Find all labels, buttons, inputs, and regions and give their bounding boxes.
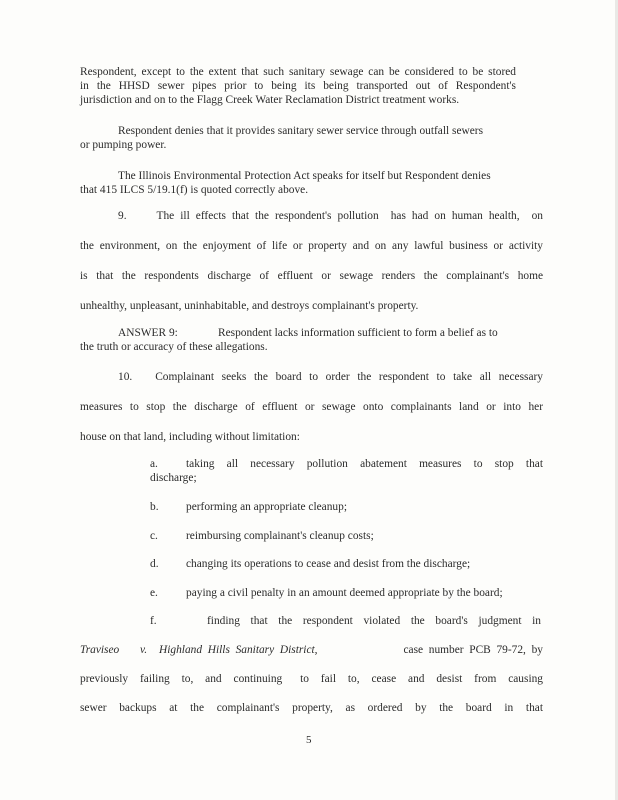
list-item-text: performing an appropriate cleanup; <box>186 501 347 513</box>
para-9-line-2: the environment, on the enjoyment of life or property and on any lawful business or activity <box>80 240 543 252</box>
case-name-plaintiff: Traviseo <box>80 644 120 656</box>
paragraph-2-line-1: Respondent denies that it provides sanitary sewer service through outfall sewers <box>118 125 484 137</box>
paragraph-1-line-3: jurisdiction and on to the Flagg Creek Water Reclamation District treatment works. <box>80 94 460 106</box>
list-item-text: taking all necessary pollution abatement measures to stop that <box>186 458 543 470</box>
item-f-line-1: finding that the respondent violated the board's judgment in <box>207 615 541 627</box>
paragraph-3-line-1: The Illinois Environmental Protection Act speaks for itself but Respondent denies <box>118 170 491 182</box>
list-item-text: reimbursing complainant's cleanup costs; <box>186 530 374 542</box>
case-name-defendant: Highland Hills Sanitary District, <box>159 644 318 656</box>
para-10-line-3: house on that land, including without limitation: <box>80 431 300 443</box>
list-item-label: e. <box>150 587 158 599</box>
case-number-text: case number PCB 79-72, by <box>403 644 543 656</box>
item-f-line-3: previously failing to, and continuing to fail to, cease and desist from causing <box>80 673 543 685</box>
para-10-line-2: measures to stop the discharge of effluent or sewage onto complainants land or into her <box>80 401 543 413</box>
answer-9-label: ANSWER 9: <box>118 327 178 339</box>
list-item-text: changing its operations to cease and desist from the discharge; <box>186 558 471 570</box>
page-number: 5 <box>306 734 312 746</box>
list-item-continuation: discharge; <box>150 472 197 484</box>
para-9-line-1: 9. The ill effects that the respondent's pollution has had on human health, on <box>118 210 543 222</box>
list-item-label: a. <box>150 458 158 470</box>
para-10-line-1: 10. Complainant seeks the board to order the respondent to take all necessary <box>118 371 543 383</box>
paragraph-1-line-2: in the HHSD sewer pipes prior to being its being transported out of Respondent's <box>80 80 516 92</box>
item-f-case-line <box>80 644 543 660</box>
paragraph-1-line-1: Respondent, except to the extent that such sanitary sewage can be considered to be stored <box>80 66 516 78</box>
para-9-line-4: unhealthy, unpleasant, uninhabitable, and destroys complainant's property. <box>80 300 419 312</box>
case-versus: v. <box>140 644 148 656</box>
list-item-label: d. <box>150 558 159 570</box>
item-f-line-4: sewer backups at the complainant's property, as ordered by the board in that <box>80 702 543 714</box>
paragraph-2-line-2: or pumping power. <box>80 139 167 151</box>
para-9-line-3: is that the respondents discharge of effluent or sewage renders the complainant's home <box>80 270 543 282</box>
paragraph-3-line-2: that 415 ILCS 5/19.1(f) is quoted correctly above. <box>80 184 309 196</box>
item-f-label: f. <box>150 615 157 627</box>
list-item-text: paying a civil penalty in an amount deemed appropriate by the board; <box>186 587 503 599</box>
answer-9-line-2: the truth or accuracy of these allegations. <box>80 341 268 353</box>
list-item-label: b. <box>150 501 159 513</box>
list-item-label: c. <box>150 530 158 542</box>
answer-9-line-1: Respondent lacks information sufficient to form a belief as to <box>218 327 498 339</box>
